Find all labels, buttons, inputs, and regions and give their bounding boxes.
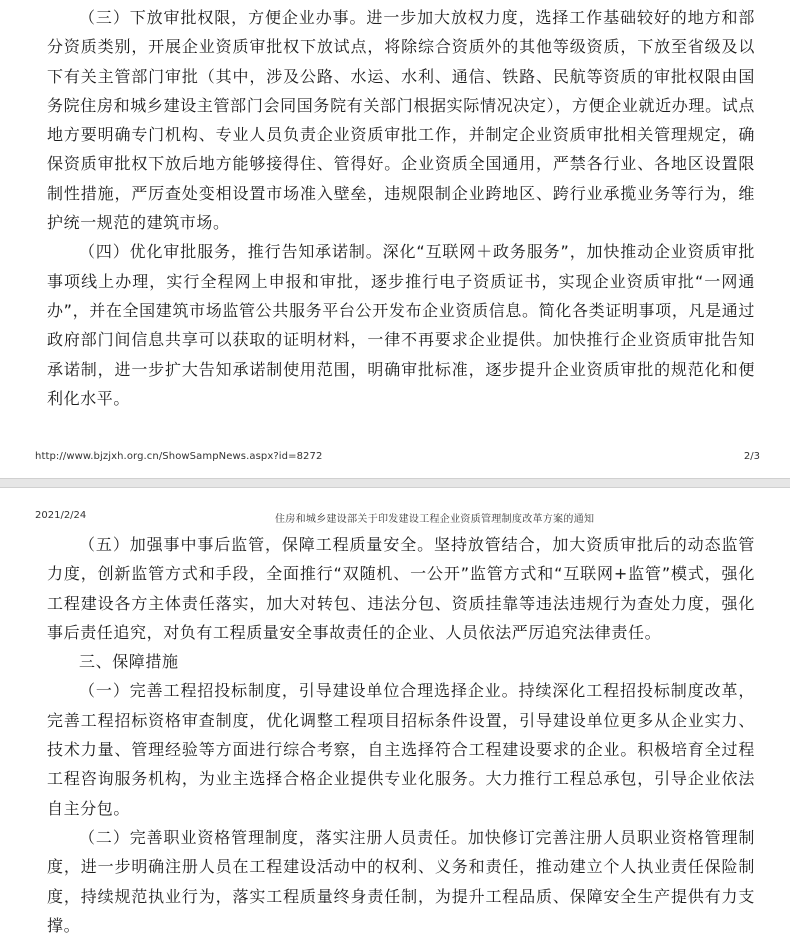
paragraph-bidding-system: （一）完善工程招投标制度，引导建设单位合理选择企业。持续深化工程招投标制度改革，完善工程招标资格审查制度，优化调整工程项目招标条件设置，引导建设单位更多从企业实力、技术力量、管理经验等方面进行综合考察，自主选择符合工程建设要求的企业。积极培育全过程工程咨询服务机构，为业主选择合格企业提供专业化服务。大力推行工程总承包，引导企业依法自主分包。 xyxy=(47,681,755,818)
page-2-body xyxy=(47,3,755,413)
paragraph-qualification-management: （二）完善职业资格管理制度，落实注册人员责任。加快修订完善注册人员职业资格管理制度，进一步明确注册人员在工程建设活动中的权利、义务和责任，推动建立个人执业责任保险制度，持续规范执业行为，落实工程质量终身责任制，为提升工程品质、保障安全生产提供有力支撑。 xyxy=(47,827,755,935)
paragraph-decentralize-approval: （三）下放审批权限，方便企业办事。进一步加大放权力度，选择工作基础较好的地方和部分资质类别，开展企业资质审批权下放试点，将除综合资质外的其他等级资质，下放至省级及以下有关主管部门审批（其中，涉及公路、水运、水利、通信、铁路、民航等资质的审批权限由国务院住房和城乡建设主管部门会同国务院有关部门根据实际情况决定），方便企业就近办理。试点地方要明确专门机构、专业人员负责企业资质审批工作，并制定企业资质审批相关管理规定，确保资质审批权下放后地方能够接得住、管得好。企业资质全国通用，严禁各行业、各地区设置限制性措施，严厉查处变相设置市场准入壁垒，违规限制企业跨地区、跨行业承揽业务等行为，维护统一规范的建筑市场。 xyxy=(47,8,755,233)
paragraph-optimize-approval-service: （四）优化审批服务，推行告知承诺制。深化“互联网＋政务服务”，加快推动企业资质审批事项线上办理，实行全程网上申报和审批，逐步推行电子资质证书，实现企业资质审批“一网通办”，并在全国建筑市场监管公共服务平台公开发布企业资质信息。简化各类证明事项，凡是通过政府部门间信息共享可以获取的证明材料，一律不再要求企业提供。加快推行企业资质审批告知承诺制，进一步扩大告知承诺制使用范围，明确审批标准，逐步提升企业资质审批的规范化和便利化水平。 xyxy=(47,242,755,408)
paragraph-strengthen-supervision: （五）加强事中事后监管，保障工程质量安全。坚持放管结合，加大资质审批后的动态监管力度，创新监管方式和手段，全面推行“双随机、一公开”监管方式和“互联网+监管”模式，强化工程建设各方主体责任落实，加大对转包、违法分包、资质挂靠等违法违规行为查处力度，强化事后责任追究，对负有工程质量安全事故责任的企业、人员依法严厉追究法律责任。 xyxy=(47,535,755,642)
page-3-body xyxy=(47,530,755,940)
header-date: 2021/2/24 xyxy=(35,510,87,521)
section-heading-safeguards: 三、保障措施 xyxy=(79,652,179,672)
footer-page-number: 2/3 xyxy=(743,451,760,462)
header-document-title: 住房和城乡建设部关于印发建设工程企业资质管理制度改革方案的通知 xyxy=(275,514,595,525)
page-separator xyxy=(0,478,790,488)
footer-url-link[interactable]: http://www.bjzjxh.org.cn/ShowSampNews.aspx?id=8272 xyxy=(35,451,323,462)
document-page-3 xyxy=(0,488,790,942)
